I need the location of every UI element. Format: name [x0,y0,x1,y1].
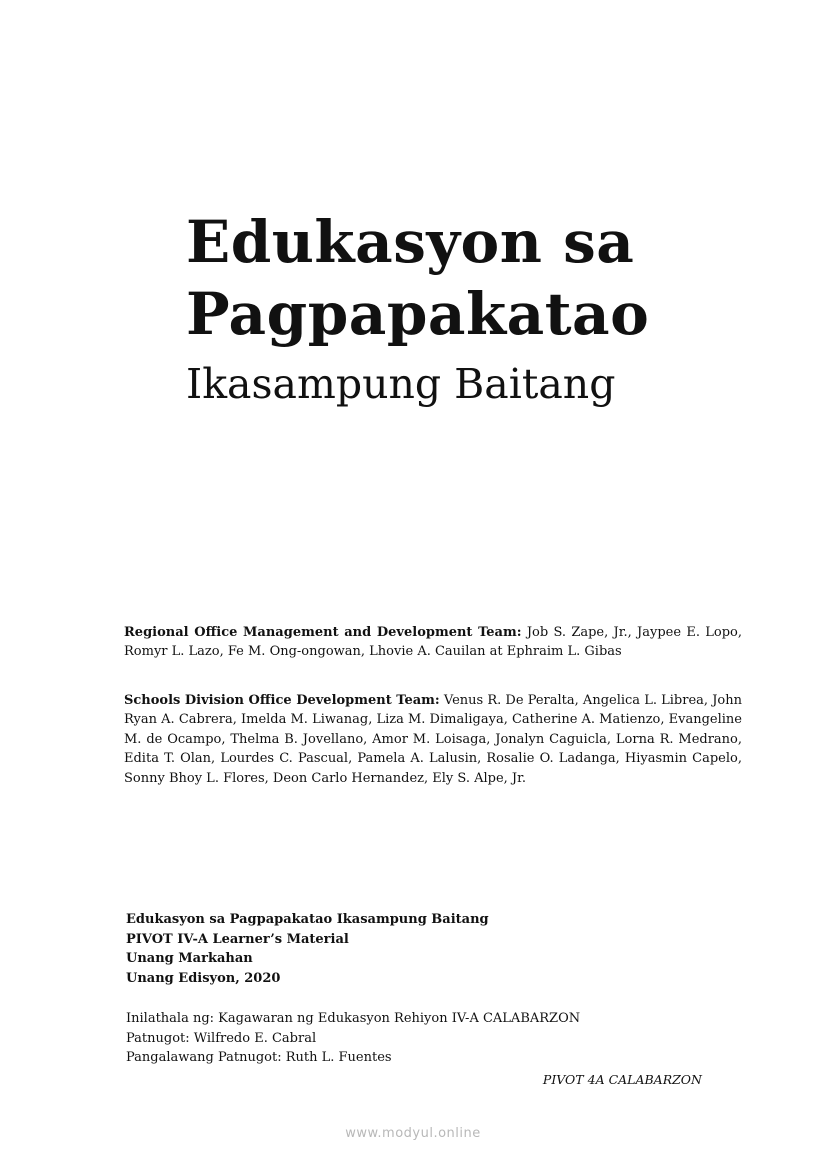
division-team-label: Schools Division Office Development Team: [124,693,440,708]
main-title-line-1: Edukasyon sa [186,208,635,276]
division-team-credits [124,691,742,788]
division-team-members: Venus R. De Peralta, Angelica L. Librea, John Ryan A. Cabrera, Imelda M. Liwanag, Liza M. Dimaligaya, Catherine A. Matienzo, Evangeline M. de Ocampo, Thelma B. Jovellano, Amor M. Loisaga, Jonalyn Caguicla, Lorna R. Medrano, Edita T. Olan, Lourdes C. Pascual, Pamela A. Lalusin, Rosalie O. Ladanga, Hiyasmin Capelo, Sonny Bhoy L. Flores, Deon Carlo Hernandez, Ely S. Alpe, Jr. [124,693,742,786]
book-info [126,910,726,988]
material-type: PIVOT IV-A Learner’s Material [126,931,349,947]
main-title-line-2: Pagpapakatao [186,280,650,348]
page-footer: PIVOT 4A CALABARZON [542,1072,702,1087]
book-title: Edukasyon sa Pagpapakatao Ikasampung Baitang [126,912,489,927]
regional-team-label: Regional Office Management and Development Team: [124,625,522,640]
publication-info [126,1009,726,1068]
grade-subtitle: Ikasampung Baitang [186,360,616,408]
regional-team-credits [124,623,742,662]
edition: Unang Edisyon, 2020 [126,970,281,986]
regional-team-members: Job S. Zape, Jr., Jaypee E. Lopo, Romyr L. Lazo, Fe M. Ong-ongowan, Lhovie A. Cauilan at Ephraim L. Gibas [124,625,742,660]
title-block [186,206,746,410]
publisher: Inilathala ng: Kagawaran ng Edukasyon Rehiyon IV-A CALABARZON [126,1011,581,1026]
watermark: www.modyul.online [345,1126,481,1141]
quarter: Unang Markahan [126,951,253,967]
editor: Patnugot: Wilfredo E. Cabral [126,1030,317,1046]
assistant-editor: Pangalawang Patnugot: Ruth L. Fuentes [126,1050,392,1066]
